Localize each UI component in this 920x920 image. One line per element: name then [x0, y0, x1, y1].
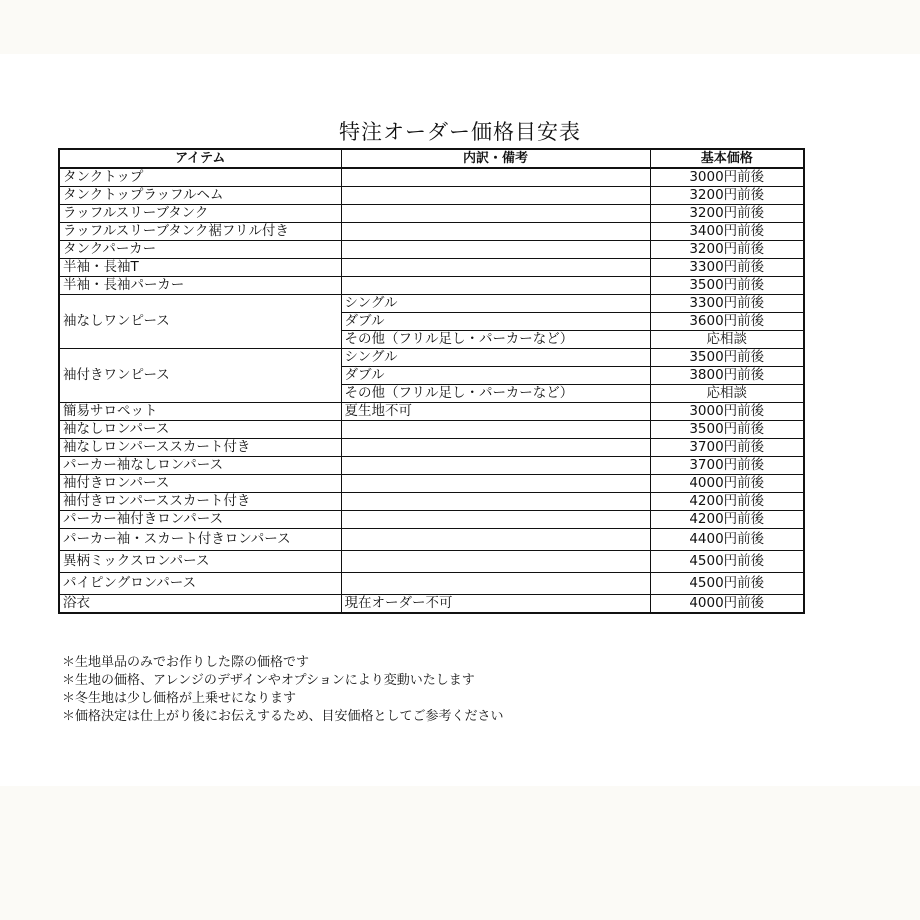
item-cell: タンクトップラッフルヘム	[59, 187, 341, 205]
table-row	[59, 187, 804, 205]
price-cell: 4200円前後	[650, 511, 804, 529]
item-cell: ラッフルスリーブタンク	[59, 205, 341, 223]
note-cell	[341, 457, 650, 475]
table-row	[59, 168, 804, 187]
notes-list	[62, 654, 503, 726]
table-row	[59, 457, 804, 475]
item-cell: パーカー袖・スカート付きロンパース	[59, 529, 341, 551]
note-cell	[341, 511, 650, 529]
item-cell: タンクトップ	[59, 168, 341, 187]
item-cell-sleeveless-dress: 袖なしワンピース	[59, 295, 341, 349]
price-cell: 4200円前後	[650, 493, 804, 511]
note-cell	[341, 493, 650, 511]
table-row	[59, 205, 804, 223]
price-table	[58, 148, 805, 614]
header-item: アイテム	[59, 149, 341, 168]
note-cell: 夏生地不可	[341, 403, 650, 421]
note-cell	[341, 223, 650, 241]
item-cell: 袖なしロンパーススカート付き	[59, 439, 341, 457]
note-cell: シングル	[341, 349, 650, 367]
note-cell	[341, 475, 650, 493]
note-cell: ダブル	[341, 313, 650, 331]
note-cell	[341, 187, 650, 205]
price-cell: 3200円前後	[650, 205, 804, 223]
note-cell	[341, 241, 650, 259]
item-cell: 袖付きロンパーススカート付き	[59, 493, 341, 511]
header-price: 基本価格	[650, 149, 804, 168]
price-cell: 3200円前後	[650, 241, 804, 259]
note-cell: その他（フリル足し・パーカーなど）	[341, 331, 650, 349]
item-cell: 半袖・長袖T	[59, 259, 341, 277]
note-cell: その他（フリル足し・パーカーなど）	[341, 385, 650, 403]
note-cell	[341, 573, 650, 595]
item-cell-sleeved-dress: 袖付きワンピース	[59, 349, 341, 403]
price-cell: 4000円前後	[650, 475, 804, 493]
price-cell: 3800円前後	[650, 367, 804, 385]
note-cell	[341, 421, 650, 439]
price-cell: 応相談	[650, 385, 804, 403]
table-row	[59, 223, 804, 241]
header-note: 内訳・備考	[341, 149, 650, 168]
price-cell: 3500円前後	[650, 421, 804, 439]
price-cell: 応相談	[650, 331, 804, 349]
price-cell: 3600円前後	[650, 313, 804, 331]
table-row	[59, 573, 804, 595]
item-cell: 半袖・長袖パーカー	[59, 277, 341, 295]
table-row	[59, 277, 804, 295]
note-cell	[341, 259, 650, 277]
note-cell: ダブル	[341, 367, 650, 385]
note-cell	[341, 277, 650, 295]
price-cell: 4400円前後	[650, 529, 804, 551]
price-cell: 3700円前後	[650, 457, 804, 475]
price-cell: 3200円前後	[650, 187, 804, 205]
price-cell: 3500円前後	[650, 277, 804, 295]
item-cell: 袖なしロンパース	[59, 421, 341, 439]
note-cell	[341, 529, 650, 551]
price-cell: 3700円前後	[650, 439, 804, 457]
item-cell: 浴衣	[59, 595, 341, 614]
price-cell: 3000円前後	[650, 403, 804, 421]
note-cell: シングル	[341, 295, 650, 313]
price-cell: 3500円前後	[650, 349, 804, 367]
table-row	[59, 403, 804, 421]
note-cell	[341, 205, 650, 223]
item-cell: ラッフルスリーブタンク裾フリル付き	[59, 223, 341, 241]
table-row	[59, 529, 804, 551]
item-cell: パイピングロンパース	[59, 573, 341, 595]
table-row	[59, 349, 804, 367]
note-cell	[341, 439, 650, 457]
table-header-row	[59, 149, 804, 168]
price-cell: 4000円前後	[650, 595, 804, 614]
table-row	[59, 493, 804, 511]
note-line: ＊生地単品のみでお作りした際の価格です	[62, 655, 310, 670]
item-cell: タンクパーカー	[59, 241, 341, 259]
note-cell: 現在オーダー不可	[341, 595, 650, 614]
table-row	[59, 475, 804, 493]
table-row	[59, 511, 804, 529]
note-cell	[341, 551, 650, 573]
item-cell: 異柄ミックスロンパース	[59, 551, 341, 573]
price-cell: 3400円前後	[650, 223, 804, 241]
note-line: ＊冬生地は少し価格が上乗せになります	[62, 691, 297, 706]
table-row	[59, 551, 804, 573]
table-row	[59, 595, 804, 614]
item-cell: 簡易サロペット	[59, 403, 341, 421]
item-cell: パーカー袖なしロンパース	[59, 457, 341, 475]
price-cell: 4500円前後	[650, 551, 804, 573]
table-row	[59, 241, 804, 259]
price-cell: 3300円前後	[650, 295, 804, 313]
item-cell: パーカー袖付きロンパース	[59, 511, 341, 529]
item-cell: 袖付きロンパース	[59, 475, 341, 493]
note-cell	[341, 168, 650, 187]
price-cell: 3300円前後	[650, 259, 804, 277]
note-line: ＊価格決定は仕上がり後にお伝えするため、目安価格としてご参考ください	[62, 709, 504, 724]
table-row	[59, 259, 804, 277]
page-title: 特注オーダー価格目安表	[339, 120, 581, 144]
table-row	[59, 439, 804, 457]
table-row	[59, 421, 804, 439]
note-line: ＊生地の価格、アレンジのデザインやオプションにより変動いたします	[62, 673, 475, 688]
price-cell: 3000円前後	[650, 168, 804, 187]
price-cell: 4500円前後	[650, 573, 804, 595]
table-row	[59, 295, 804, 313]
